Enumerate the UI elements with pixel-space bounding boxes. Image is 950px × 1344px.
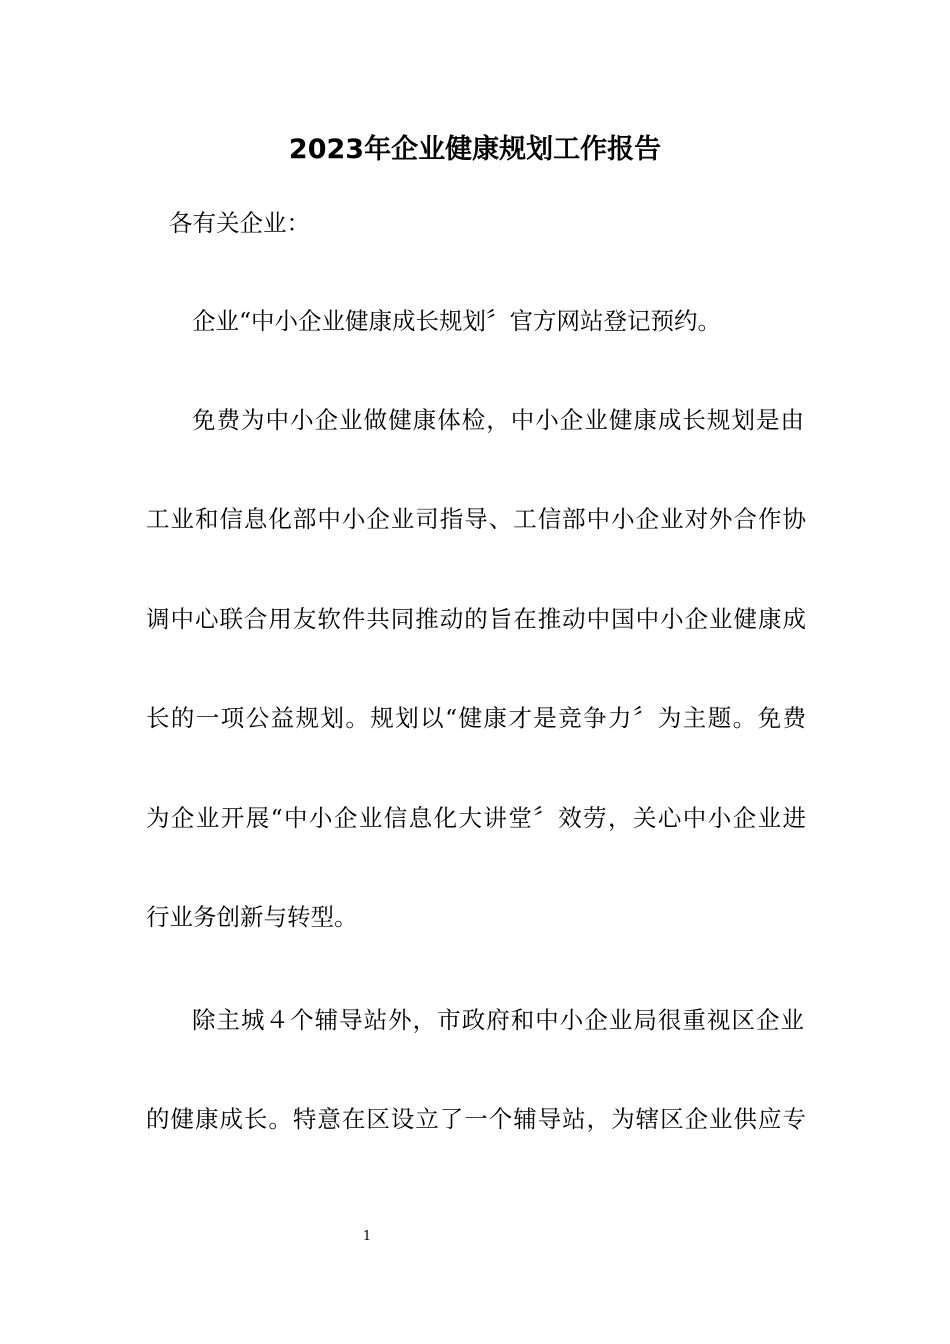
paragraph-3-line-2: 的健康成长。特意在区设立了一个辅导站，为辖区企业供应专	[146, 1105, 806, 1133]
salutation: 各有关企业：	[169, 209, 310, 237]
page-number: 1	[362, 1229, 372, 1244]
paragraph-2-line-4: 长的一项公益规划。规划以“健康才是竞争力〞为主题。免费	[146, 704, 806, 732]
paragraph-2-line-2: 工业和信息化部中小企业司指导、工信部中小企业对外合作协	[146, 505, 806, 533]
paragraph-2-line-5: 为企业开展“中小企业信息化大讲堂〞效劳，关心中小企业进	[146, 804, 806, 832]
paragraph-2-line-1: 免费为中小企业做健康体检，中小企业健康成长规划是由	[192, 406, 804, 434]
document-title: 2023年企业健康规划工作报告	[288, 134, 662, 165]
paragraph-2-line-3: 调中心联合用友软件共同推动的旨在推动中国中小企业健康成	[146, 605, 806, 633]
paragraph-1-line-1: 企业“中小企业健康成长规划〞官方网站登记预约。	[192, 307, 722, 335]
paragraph-3-line-1: 除主城４个辅导站外，市政府和中小企业局很重视区企业	[192, 1006, 804, 1034]
paragraph-2-line-6: 行业务创新与转型。	[146, 903, 358, 931]
